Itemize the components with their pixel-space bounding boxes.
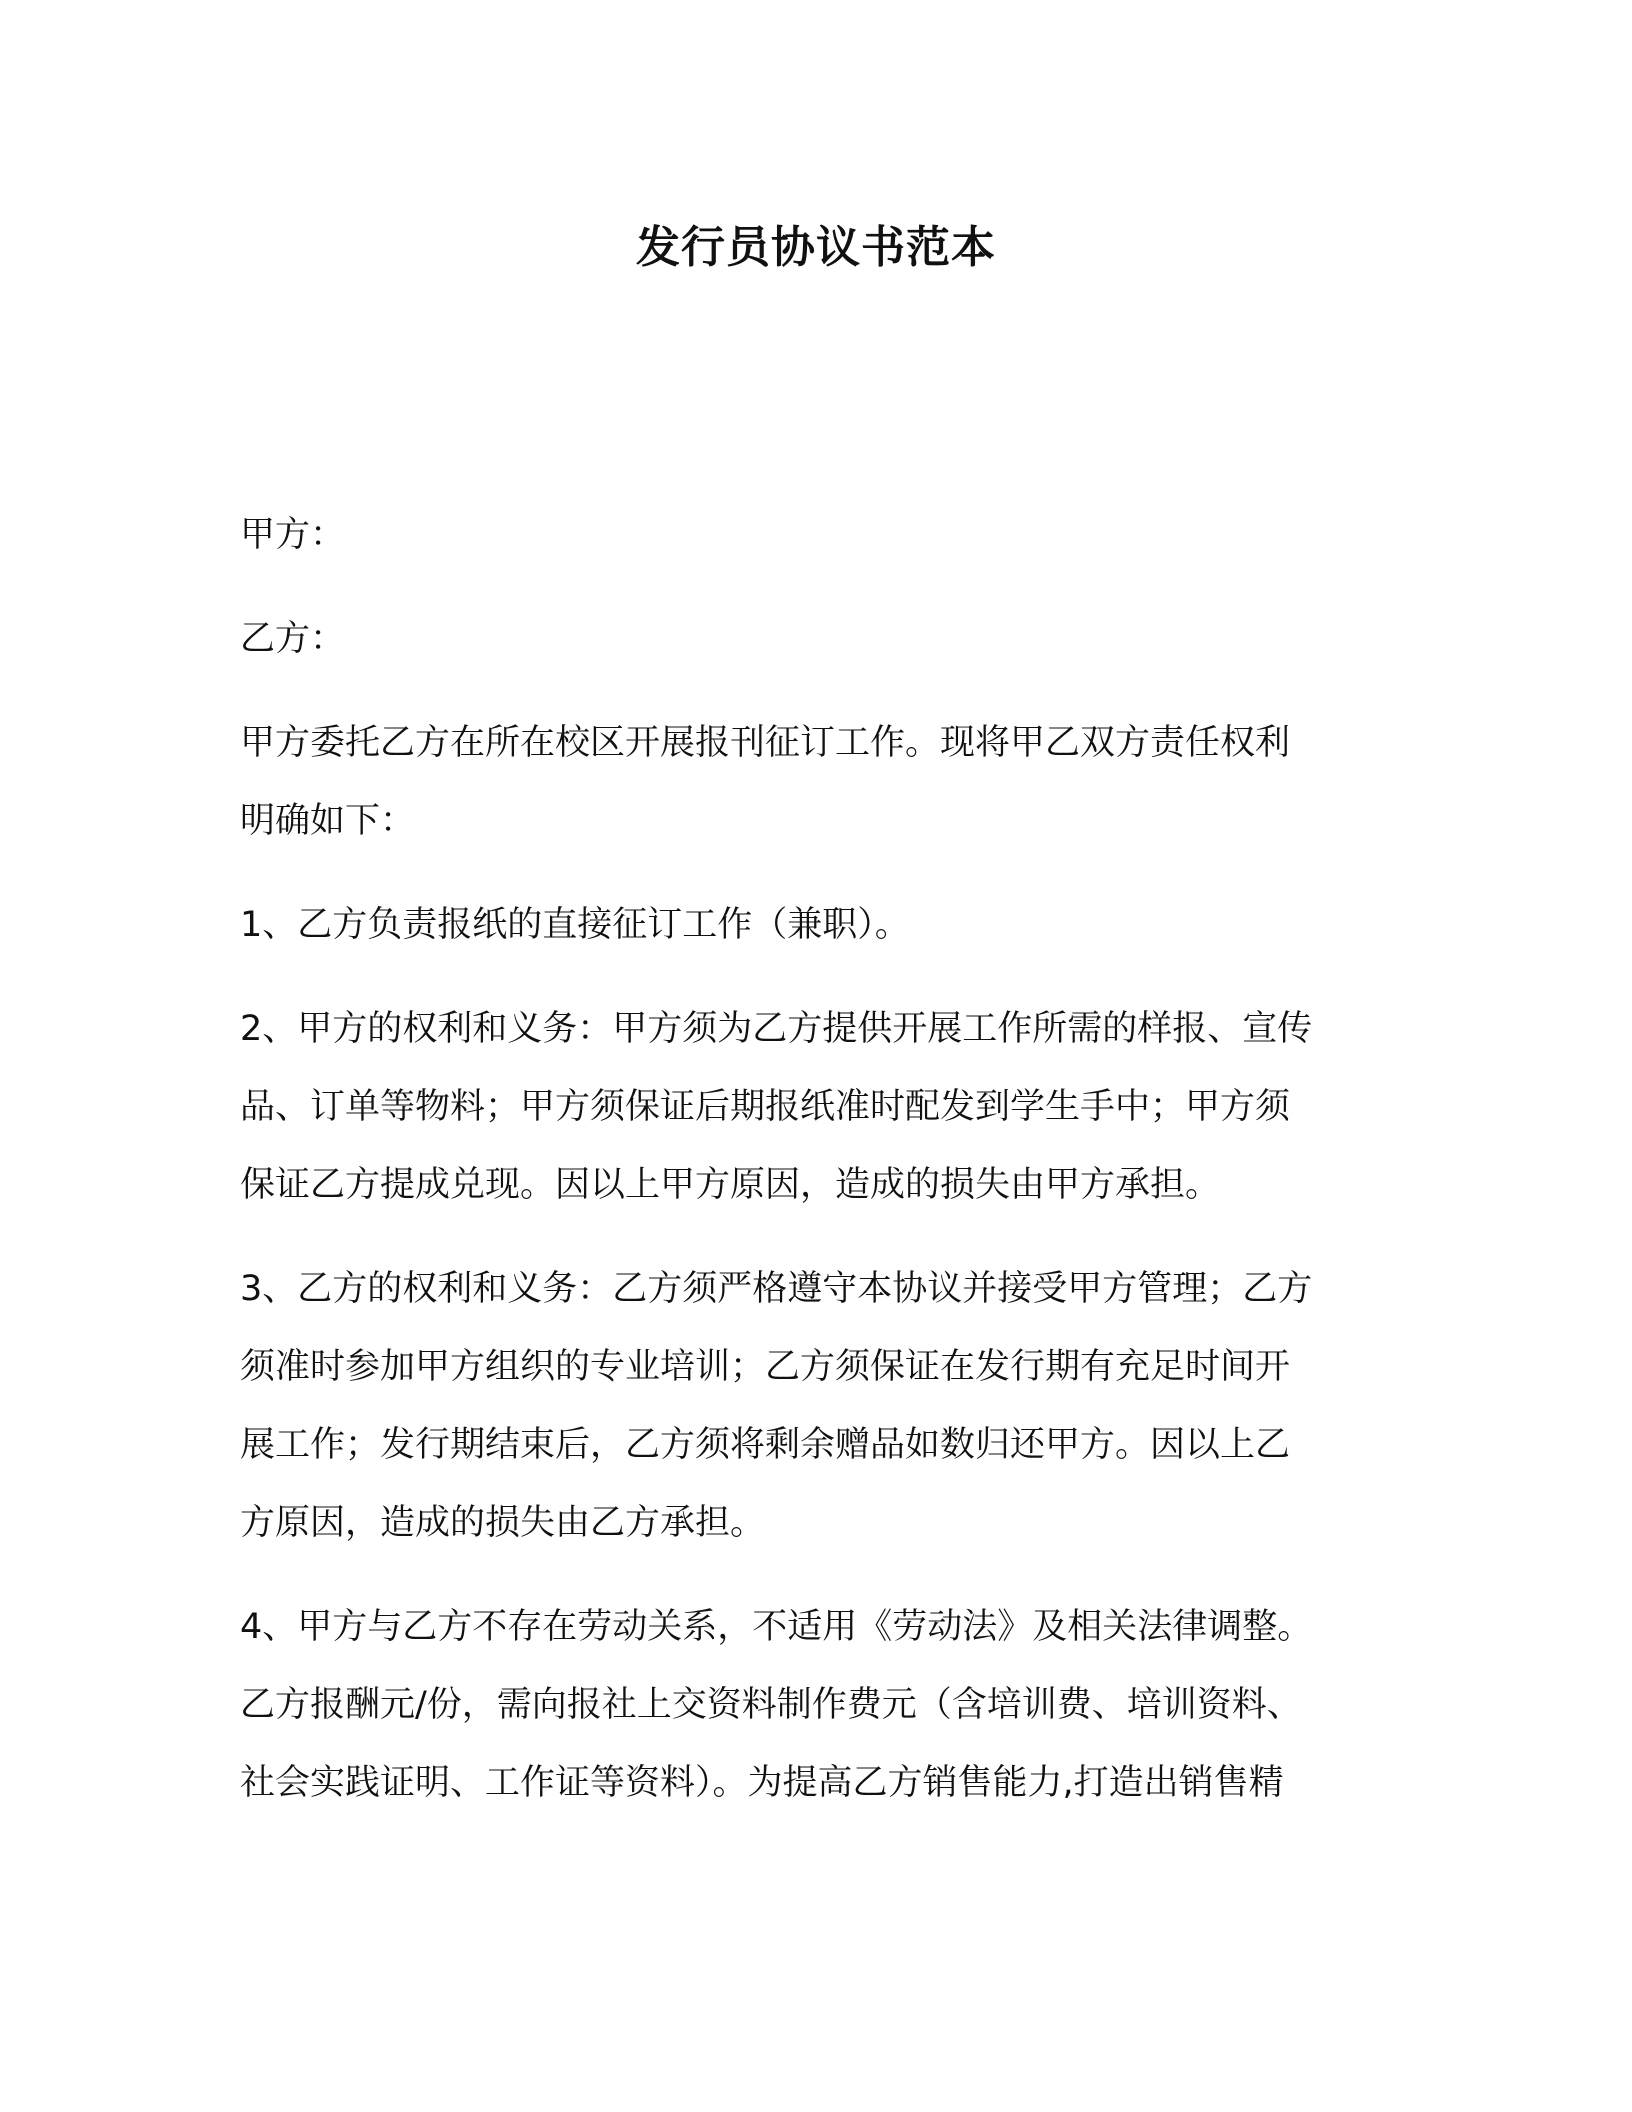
text-line: 保证乙方提成兑现。因以上甲方原因，造成的损失由甲方承担。 [240,1165,1221,1205]
document-body [240,496,1390,1848]
text-line: 4、甲方与乙方不存在劳动关系，不适用《劳动法》及相关法律调整。 [240,1607,1313,1647]
text-line: 品、订单等物料；甲方须保证后期报纸准时配发到学生手中；甲方须 [240,1087,1291,1127]
text-line: 展工作；发行期结束后，乙方须将剩余赠品如数归还甲方。因以上乙 [240,1425,1291,1465]
party-a-label [240,496,1390,574]
text-line: 甲方委托乙方在所在校区开展报刊征订工作。现将甲乙双方责任权利 [240,723,1291,763]
text-line: 社会实践证明、工作证等资料）。为提高乙方销售能力,打造出销售精 [240,1763,1284,1803]
clause-1 [240,886,1390,964]
text-line: 须准时参加甲方组织的专业培训；乙方须保证在发行期有充足时间开 [240,1347,1291,1387]
clause-4 [240,1588,1390,1822]
text-line: 明确如下： [240,801,416,841]
party-b-label [240,600,1390,678]
clause-2 [240,990,1390,1224]
text-line: 方原因，造成的损失由乙方承担。 [240,1503,766,1543]
text-line: 1、乙方负责报纸的直接征订工作（兼职）。 [240,905,910,945]
text-line: 3、乙方的权利和义务：乙方须严格遵守本协议并接受甲方管理；乙方 [240,1269,1313,1309]
party-a-text: 甲方： [240,515,346,555]
document-title: 发行员协议书范本 [636,222,996,273]
text-line: 乙方报酬元/份，需向报社上交资料制作费元（含培训费、培训资料、 [240,1685,1302,1725]
text-line: 2、甲方的权利和义务：甲方须为乙方提供开展工作所需的样报、宣传 [240,1009,1313,1049]
party-b-text: 乙方： [240,619,346,659]
clause-3 [240,1250,1390,1562]
intro-paragraph [240,704,1390,860]
